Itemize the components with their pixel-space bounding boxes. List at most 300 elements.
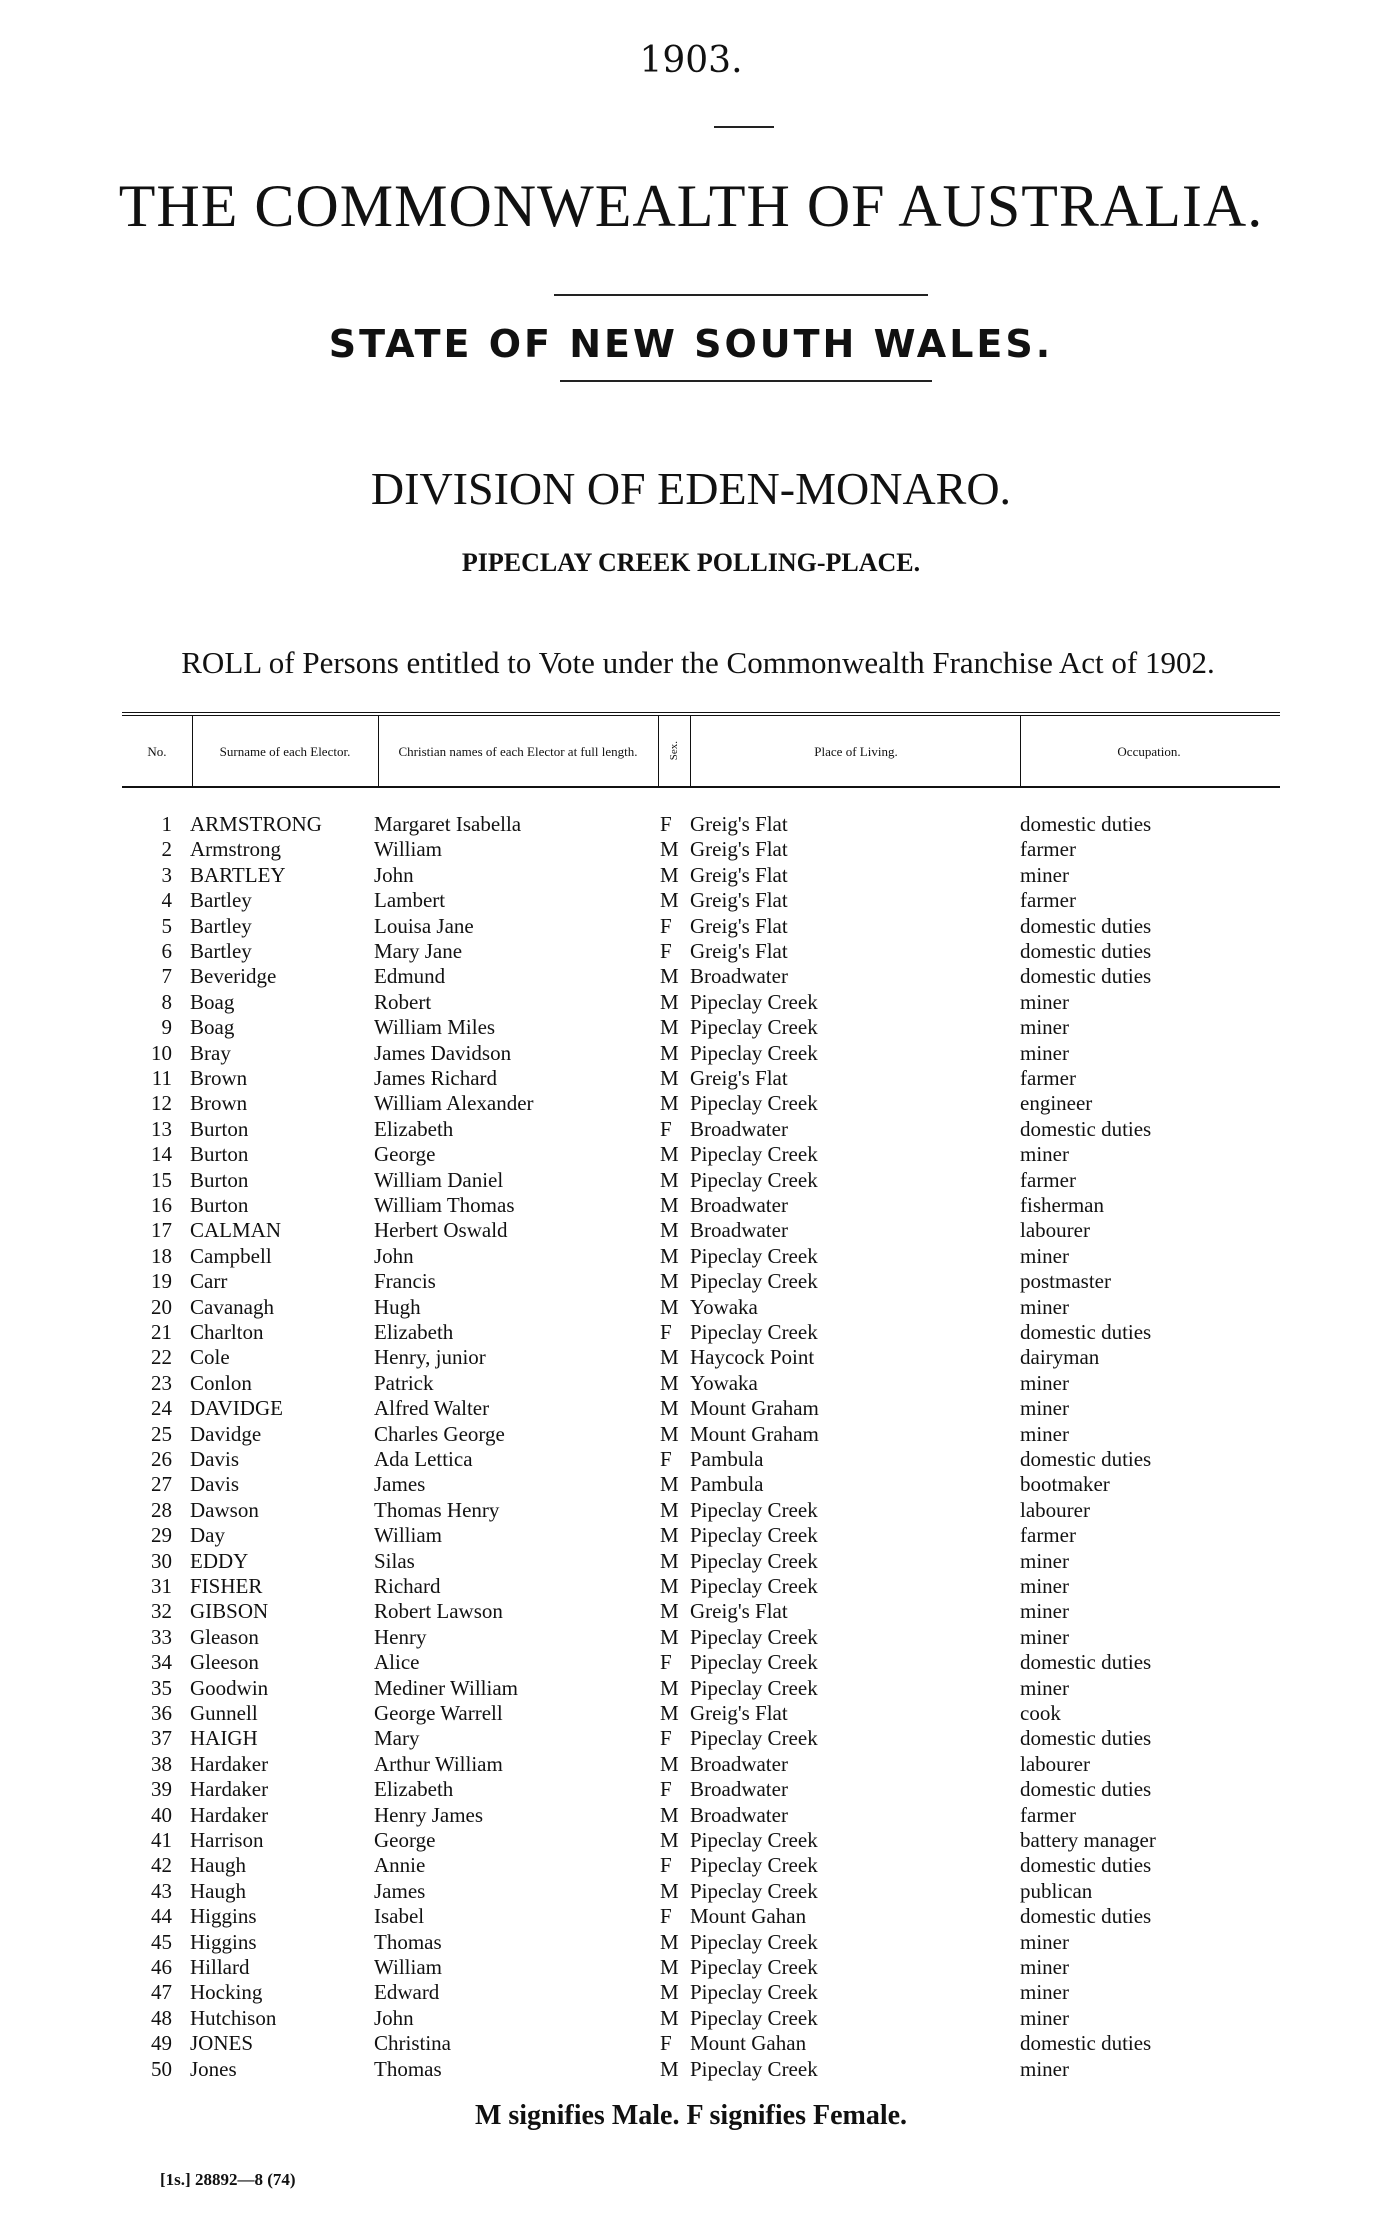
cell-christian: William: [374, 1523, 442, 1548]
cell-sex: M: [660, 1955, 679, 1979]
cell-surname: Brown: [190, 1091, 248, 1116]
table-row: [0, 1269, 1382, 1294]
cell-sex: M: [660, 837, 679, 862]
cell-sex: M: [660, 1294, 679, 1319]
table-row: [0, 1320, 1382, 1345]
cell-christian: Lambert: [374, 888, 446, 913]
cell-sex: M: [660, 1218, 679, 1243]
cell-surname: Jones: [190, 2056, 237, 2081]
cell-occupation: miner: [1020, 1955, 1069, 1979]
cell-no: 6: [161, 939, 172, 963]
cell-surname: Burton: [190, 1116, 249, 1141]
cell-surname: Charlton: [190, 1320, 264, 1344]
cell-place: Pipeclay Creek: [690, 1040, 818, 1065]
cell-place: Pipeclay Creek: [690, 2056, 818, 2081]
cell-no: 1: [161, 812, 172, 836]
cell-occupation: miner: [1020, 1548, 1069, 1573]
cell-place: Greig's Flat: [690, 888, 788, 913]
cell-occupation: miner: [1020, 1929, 1069, 1954]
cell-no: 34: [151, 1650, 172, 1675]
cell-no: 41: [151, 1828, 172, 1852]
cell-occupation: domestic duties: [1020, 1447, 1152, 1471]
cell-occupation: engineer: [1020, 1091, 1093, 1116]
cell-occupation: labourer: [1020, 1218, 1090, 1243]
cell-occupation: labourer: [1020, 1751, 1090, 1776]
table-row: [0, 1828, 1382, 1853]
cell-christian: Silas: [374, 1548, 415, 1573]
cell-place: Pipeclay Creek: [690, 1269, 818, 1294]
cell-place: Pipeclay Creek: [690, 1675, 818, 1700]
cell-occupation: miner: [1020, 2056, 1069, 2081]
cell-no: 48: [151, 2005, 172, 2030]
table-row: [0, 1726, 1382, 1751]
cell-surname: Goodwin: [190, 1675, 269, 1700]
cell-christian: Edmund: [374, 964, 446, 989]
cell-surname: Haugh: [190, 1878, 246, 1903]
cell-no: 35: [151, 1675, 172, 1700]
cell-no: 36: [151, 1701, 172, 1725]
table-row: [0, 1549, 1382, 1574]
cell-christian: John: [374, 2005, 414, 2030]
cell-christian: George: [374, 1142, 436, 1167]
cell-surname: FISHER: [190, 1574, 263, 1598]
cell-christian: Henry: [374, 1624, 427, 1649]
cell-surname: Harrison: [190, 1828, 264, 1852]
cell-no: 32: [151, 1599, 172, 1624]
cell-place: Pipeclay Creek: [690, 1497, 818, 1522]
cell-place: Broadwater: [690, 1751, 788, 1776]
cell-christian: Elizabeth: [374, 1116, 454, 1141]
cell-sex: M: [660, 1167, 679, 1192]
table-row: [0, 1091, 1382, 1116]
cell-place: Pipeclay Creek: [690, 1650, 818, 1675]
cell-christian: James: [374, 1472, 426, 1497]
cell-no: 38: [151, 1751, 172, 1776]
cell-place: Greig's Flat: [690, 913, 788, 938]
cell-occupation: battery manager: [1020, 1828, 1156, 1852]
print-reference: [1s.] 28892—8 (74): [160, 2170, 296, 2189]
cell-surname: Hardaker: [190, 1777, 269, 1802]
table-row: [0, 863, 1382, 888]
cell-no: 25: [151, 1421, 172, 1446]
cell-christian: Isabel: [374, 1904, 425, 1929]
cell-no: 8: [161, 989, 172, 1014]
cell-place: Pipeclay Creek: [690, 1624, 818, 1649]
cell-place: Pipeclay Creek: [690, 1548, 818, 1573]
cell-sex: F: [660, 1320, 672, 1344]
cell-sex: M: [660, 1421, 679, 1446]
cell-no: 40: [151, 1802, 172, 1827]
cell-no: 18: [151, 1243, 172, 1268]
cell-surname: BARTLEY: [190, 862, 286, 887]
cell-no: 39: [151, 1777, 172, 1802]
cell-sex: M: [660, 1472, 679, 1497]
cell-surname: Day: [190, 1523, 225, 1548]
cell-occupation: miner: [1020, 1370, 1069, 1395]
cell-no: 11: [151, 1066, 172, 1090]
cell-sex: M: [660, 1878, 679, 1903]
cell-surname: Cole: [190, 1345, 230, 1370]
cell-no: 47: [151, 1980, 172, 2005]
cell-sex: M: [660, 1269, 679, 1294]
cell-christian: Richard: [374, 1574, 441, 1598]
table-row: [0, 1447, 1382, 1472]
cell-place: Mount Graham: [690, 1396, 819, 1421]
cell-place: Greig's Flat: [690, 1701, 788, 1725]
cell-surname: Davis: [190, 1472, 239, 1497]
cell-occupation: publican: [1020, 1878, 1093, 1903]
cell-place: Greig's Flat: [690, 939, 788, 963]
cell-surname: Bray: [190, 1040, 231, 1065]
cell-christian: Patrick: [374, 1370, 434, 1395]
cell-sex: M: [660, 1802, 679, 1827]
cell-occupation: bootmaker: [1020, 1472, 1110, 1497]
table-row: [0, 964, 1382, 989]
cell-place: Pipeclay Creek: [690, 1929, 818, 1954]
divider: [714, 126, 774, 128]
cell-christian: Hugh: [374, 1294, 421, 1319]
cell-surname: Hocking: [190, 1980, 263, 2005]
cell-no: 31: [151, 1574, 172, 1598]
cell-christian: Annie: [374, 1853, 426, 1878]
cell-place: Yowaka: [690, 1370, 758, 1395]
cell-sex: M: [660, 1624, 679, 1649]
cell-surname: Armstrong: [190, 837, 281, 862]
table-row: [0, 1015, 1382, 1040]
cell-no: 44: [151, 1904, 172, 1929]
cell-surname: Carr: [190, 1269, 228, 1294]
cell-surname: Haugh: [190, 1853, 246, 1878]
cell-surname: Campbell: [190, 1243, 272, 1268]
cell-occupation: miner: [1020, 1421, 1069, 1446]
cell-place: Pipeclay Creek: [690, 2005, 818, 2030]
cell-occupation: miner: [1020, 1675, 1069, 1700]
cell-no: 37: [151, 1726, 172, 1751]
column-header-occupation: Occupation.: [1117, 743, 1181, 759]
cell-sex: F: [660, 1650, 672, 1675]
cell-sex: F: [660, 1447, 672, 1471]
cell-occupation: miner: [1020, 1624, 1069, 1649]
cell-christian: John: [374, 862, 414, 887]
cell-sex: M: [660, 1675, 679, 1700]
table-row: [0, 1472, 1382, 1497]
cell-sex: M: [660, 862, 679, 887]
cell-surname: Gleeson: [190, 1650, 259, 1675]
cell-christian: Robert: [374, 989, 432, 1014]
divider: [554, 294, 928, 296]
table-row: [0, 1980, 1382, 2005]
cell-occupation: domestic duties: [1020, 1320, 1152, 1344]
polling-place-heading: PIPECLAY CREEK POLLING-PLACE.: [461, 548, 921, 577]
cell-christian: Mediner William: [374, 1675, 518, 1700]
cell-sex: M: [660, 888, 679, 913]
table-row: [0, 939, 1382, 964]
cell-surname: DAVIDGE: [190, 1396, 283, 1421]
cell-christian: Margaret Isabella: [374, 812, 522, 836]
table-row: [0, 1625, 1382, 1650]
cell-occupation: dairyman: [1020, 1345, 1100, 1370]
cell-christian: Elizabeth: [374, 1320, 454, 1344]
table-row: [0, 1676, 1382, 1701]
cell-no: 22: [151, 1345, 172, 1370]
table-row: [0, 1422, 1382, 1447]
division-heading: DIVISION OF EDEN-MONARO.: [370, 463, 1012, 514]
cell-christian: George: [374, 1828, 436, 1852]
table-row: [0, 1803, 1382, 1828]
cell-occupation: domestic duties: [1020, 1853, 1152, 1878]
cell-surname: Davidge: [190, 1421, 262, 1446]
cell-surname: Hardaker: [190, 1802, 269, 1827]
cell-christian: Robert Lawson: [374, 1599, 503, 1624]
cell-surname: ARMSTRONG: [190, 812, 322, 836]
cell-surname: GIBSON: [190, 1599, 269, 1624]
cell-occupation: domestic duties: [1020, 939, 1152, 963]
cell-christian: Francis: [374, 1269, 436, 1294]
table-row: [0, 1371, 1382, 1396]
cell-sex: F: [660, 1726, 672, 1751]
cell-sex: M: [660, 1548, 679, 1573]
table-row: [0, 1879, 1382, 1904]
cell-surname: Higgins: [190, 1929, 257, 1954]
table-row: [0, 1523, 1382, 1548]
cell-sex: F: [660, 939, 672, 963]
table-row: [0, 837, 1382, 862]
cell-surname: Boag: [190, 989, 235, 1014]
cell-place: Pipeclay Creek: [690, 1320, 818, 1344]
cell-surname: Conlon: [190, 1370, 252, 1395]
cell-no: 14: [151, 1142, 172, 1167]
cell-christian: Thomas: [374, 2056, 442, 2081]
table-row: [0, 1955, 1382, 1980]
cell-sex: M: [660, 1345, 679, 1370]
cell-occupation: domestic duties: [1020, 1116, 1152, 1141]
cell-place: Pipeclay Creek: [690, 1142, 818, 1167]
cell-place: Pipeclay Creek: [690, 1015, 818, 1040]
cell-occupation: farmer: [1020, 1802, 1076, 1827]
cell-no: 2: [161, 837, 172, 862]
cell-sex: M: [660, 1091, 679, 1116]
cell-surname: Bartley: [190, 888, 252, 913]
cell-place: Pipeclay Creek: [690, 1726, 818, 1751]
year: 1903.: [639, 40, 743, 81]
cell-sex: M: [660, 1040, 679, 1065]
cell-occupation: miner: [1020, 2005, 1069, 2030]
cell-christian: Charles George: [374, 1421, 505, 1446]
state-heading: STATE OF NEW SOUTH WALES.: [328, 322, 1054, 366]
cell-occupation: labourer: [1020, 1497, 1090, 1522]
cell-sex: F: [660, 913, 672, 938]
cell-christian: William Miles: [374, 1015, 496, 1040]
table-row: [0, 990, 1382, 1015]
cell-sex: M: [660, 2005, 679, 2030]
table-row: [0, 1244, 1382, 1269]
table-row: [0, 1701, 1382, 1726]
cell-sex: M: [660, 1574, 679, 1598]
cell-sex: M: [660, 1370, 679, 1395]
cell-place: Pambula: [690, 1472, 764, 1497]
cell-christian: James Davidson: [374, 1040, 512, 1065]
cell-place: Pipeclay Creek: [690, 1853, 818, 1878]
cell-place: Pipeclay Creek: [690, 1878, 818, 1903]
cell-occupation: domestic duties: [1020, 812, 1152, 836]
cell-place: Mount Graham: [690, 1421, 819, 1446]
cell-christian: William: [374, 1955, 442, 1979]
cell-place: Pambula: [690, 1447, 764, 1471]
cell-surname: Cavanagh: [190, 1294, 274, 1319]
cell-christian: George Warrell: [374, 1701, 503, 1725]
cell-christian: Arthur William: [374, 1751, 503, 1776]
cell-sex: M: [660, 1243, 679, 1268]
cell-place: Broadwater: [690, 964, 788, 989]
cell-occupation: postmaster: [1020, 1269, 1111, 1294]
cell-no: 26: [151, 1447, 172, 1471]
cell-place: Greig's Flat: [690, 812, 788, 836]
cell-no: 12: [151, 1091, 172, 1116]
cell-no: 10: [151, 1040, 172, 1065]
cell-place: Pipeclay Creek: [690, 1828, 818, 1852]
cell-no: 15: [151, 1167, 172, 1192]
cell-place: Mount Gahan: [690, 1904, 807, 1929]
table-row: [0, 2031, 1382, 2056]
cell-occupation: domestic duties: [1020, 964, 1152, 989]
cell-surname: CALMAN: [190, 1218, 282, 1243]
cell-no: 7: [161, 964, 172, 989]
table-row: [0, 2057, 1382, 2082]
cell-christian: James Richard: [374, 1066, 498, 1090]
table-row: [0, 914, 1382, 939]
cell-occupation: farmer: [1020, 837, 1076, 862]
cell-surname: Bartley: [190, 939, 252, 963]
cell-place: Greig's Flat: [690, 862, 788, 887]
cell-no: 20: [151, 1294, 172, 1319]
cell-sex: F: [660, 1777, 672, 1802]
cell-no: 24: [151, 1396, 172, 1421]
cell-no: 28: [151, 1497, 172, 1522]
cell-sex: M: [660, 1701, 679, 1725]
cell-occupation: domestic duties: [1020, 1777, 1152, 1802]
cell-sex: M: [660, 1497, 679, 1522]
cell-christian: Ada Lettica: [374, 1447, 473, 1471]
table-row: [0, 1218, 1382, 1243]
cell-christian: Alfred Walter: [374, 1396, 490, 1421]
cell-christian: Mary Jane: [374, 939, 463, 963]
cell-occupation: farmer: [1020, 1523, 1076, 1548]
cell-occupation: farmer: [1020, 1066, 1076, 1090]
cell-sex: M: [660, 989, 679, 1014]
cell-sex: M: [660, 1066, 679, 1090]
table-row: [0, 1853, 1382, 1878]
table-row: [0, 1650, 1382, 1675]
cell-surname: Boag: [190, 1015, 235, 1040]
cell-no: 13: [151, 1116, 172, 1141]
cell-sex: F: [660, 1904, 672, 1929]
cell-place: Broadwater: [690, 1218, 788, 1243]
cell-sex: M: [660, 1751, 679, 1776]
cell-occupation: miner: [1020, 1294, 1069, 1319]
cell-surname: Bartley: [190, 913, 252, 938]
cell-surname: Gleason: [190, 1624, 259, 1649]
cell-christian: John: [374, 1243, 414, 1268]
cell-surname: Brown: [190, 1066, 248, 1090]
column-header-sex: [660, 716, 688, 786]
cell-sex: F: [660, 1853, 672, 1878]
cell-christian: William Daniel: [374, 1167, 504, 1192]
cell-no: 9: [161, 1015, 172, 1040]
cell-surname: Hardaker: [190, 1751, 269, 1776]
cell-christian: Thomas: [374, 1929, 442, 1954]
cell-sex: M: [660, 964, 679, 989]
cell-place: Greig's Flat: [690, 1599, 788, 1624]
cell-christian: Henry, junior: [374, 1345, 486, 1370]
cell-christian: Alice: [374, 1650, 420, 1675]
table-row: [0, 888, 1382, 913]
cell-occupation: miner: [1020, 1015, 1069, 1040]
column-divider: [690, 716, 691, 786]
cell-christian: Thomas Henry: [374, 1497, 500, 1522]
cell-christian: Henry James: [374, 1802, 484, 1827]
table-row: [0, 1752, 1382, 1777]
cell-no: 27: [151, 1472, 172, 1497]
cell-place: Mount Gahan: [690, 2031, 807, 2056]
cell-no: 3: [161, 862, 172, 887]
cell-no: 50: [151, 2056, 172, 2081]
column-header-surname: Surname of each Elector.: [219, 743, 351, 759]
divider: [560, 380, 932, 382]
cell-sex: F: [660, 1116, 672, 1141]
table-row: [0, 1904, 1382, 1929]
cell-christian: William: [374, 837, 442, 862]
cell-surname: Burton: [190, 1193, 249, 1217]
cell-christian: Christina: [374, 2031, 451, 2056]
cell-place: Greig's Flat: [690, 837, 788, 862]
cell-occupation: farmer: [1020, 888, 1076, 913]
cell-occupation: miner: [1020, 862, 1069, 887]
cell-occupation: farmer: [1020, 1167, 1076, 1192]
cell-surname: JONES: [190, 2031, 254, 2056]
table-row: [0, 1396, 1382, 1421]
column-header-no: No.: [147, 743, 167, 759]
cell-surname: Burton: [190, 1167, 249, 1192]
cell-place: Pipeclay Creek: [690, 1167, 818, 1192]
cell-place: Haycock Point: [690, 1345, 815, 1370]
cell-place: Pipeclay Creek: [690, 1980, 818, 2005]
column-header-sex-label: Sex.: [667, 741, 680, 761]
cell-no: 17: [151, 1218, 172, 1243]
table-row: [0, 1295, 1382, 1320]
cell-sex: M: [660, 2056, 679, 2081]
cell-no: 16: [151, 1193, 172, 1217]
cell-occupation: cook: [1020, 1701, 1061, 1725]
cell-occupation: domestic duties: [1020, 1650, 1152, 1675]
cell-sex: M: [660, 1015, 679, 1040]
cell-place: Broadwater: [690, 1116, 788, 1141]
page-title: THE COMMONWEALTH OF AUSTRALIA.: [118, 173, 1264, 239]
cell-no: 29: [151, 1523, 172, 1548]
sex-legend: M signifies Male. F signifies Female.: [474, 2100, 908, 2131]
roll-heading: ROLL of Persons entitled to Vote under the Commonwealth Franchise Act of 1902.: [181, 645, 1215, 680]
cell-occupation: miner: [1020, 1980, 1069, 2005]
cell-no: 5: [161, 913, 172, 938]
cell-place: Pipeclay Creek: [690, 1523, 818, 1548]
cell-sex: M: [660, 1929, 679, 1954]
cell-occupation: domestic duties: [1020, 1726, 1152, 1751]
cell-occupation: miner: [1020, 1142, 1069, 1167]
cell-christian: Edward: [374, 1980, 440, 2005]
cell-surname: Burton: [190, 1142, 249, 1167]
cell-place: Pipeclay Creek: [690, 989, 818, 1014]
cell-no: 4: [161, 888, 172, 913]
cell-place: Pipeclay Creek: [690, 1574, 818, 1598]
